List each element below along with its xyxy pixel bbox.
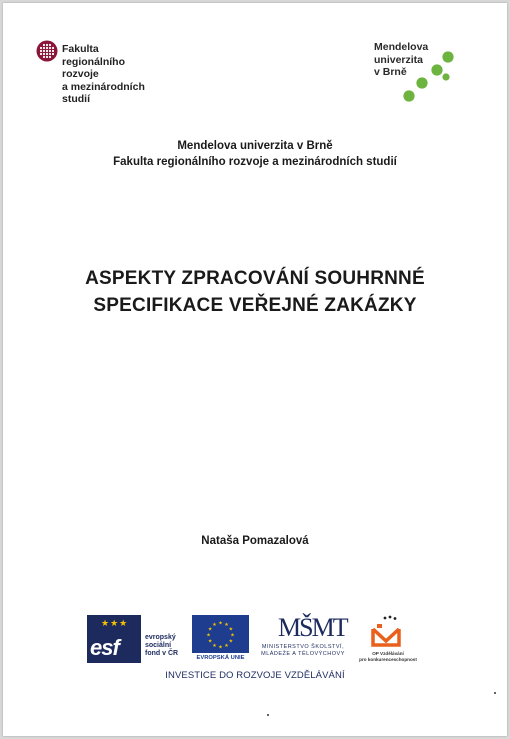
svg-text:★: ★ [207,638,213,645]
cover-page [3,3,507,736]
faculty-name-line: Fakulta [62,43,99,55]
title-line: ASPEKTY ZPRACOVÁNÍ SOUHRNNÉ [85,268,425,289]
op-label [355,651,421,663]
university-name-line: v Brně [374,66,407,78]
university-line: Mendelova univerzita v Brně [177,140,333,152]
faculty-name-line: studií [62,93,90,105]
document-title [3,265,507,319]
svg-text:★: ★ [228,638,234,645]
esf-label [145,634,178,658]
esf-label-line: sociální [145,642,172,649]
esf-logo [87,615,187,665]
scan-speck [267,714,269,716]
title-line: SPECIFIKACE VEŘEJNÉ ZAKÁZKY [93,295,417,316]
esf-label-line: evropský [145,634,176,641]
esf-label-line: fond v ČR [145,650,179,657]
faculty-name-line: a mezinárodních [62,80,145,93]
faculty-logo [36,40,166,112]
op-emblem-icon [369,615,407,649]
svg-text:★: ★ [224,642,229,649]
msmt-mark: MŠMT [278,613,347,642]
eu-stars-icon [192,615,249,653]
faculty-emblem-icon [36,40,58,62]
eu-label: EVROPSKÁ UNIE [196,655,245,661]
author-name: Nataša Pomazalová [201,535,309,547]
svg-text:★: ★ [218,620,223,627]
msmt-label [253,644,353,658]
svg-text:★: ★ [212,642,217,649]
svg-text:★: ★ [228,626,234,633]
msmt-label-line: MINISTERSTVO ŠKOLSTVÍ, [261,644,345,650]
university-name-line: univerzita [374,53,424,66]
faculty-line: Fakulta regionálního rozvoje a mezinárodních studií [113,156,397,168]
university-name-line: Mendelova [374,41,429,53]
green-dots-icon [399,49,459,105]
svg-text:★: ★ [218,644,223,651]
svg-text:★: ★ [206,632,211,639]
op-label-line: pro konkurenceschopnost [359,657,417,662]
svg-text:★: ★ [212,622,217,629]
eu-logo [192,615,249,665]
svg-text:★: ★ [224,622,229,629]
institution-heading [3,138,507,170]
faculty-name [62,43,145,106]
msmt-label-line: MLÁDEŽE A TĚLOVÝCHOVY [261,651,345,657]
investment-slogan: INVESTICE DO ROZVOJE VZDĚLÁVÁNÍ [165,670,345,681]
eu-flag [192,615,249,653]
svg-text:★: ★ [207,626,213,633]
scan-speck [494,692,496,694]
esf-stars-icon: ★★★ [101,618,129,628]
university-logo [374,41,464,105]
op-logo [355,615,421,665]
msmt-logo [253,613,353,665]
esf-word: esf [90,635,119,660]
svg-text:★: ★ [230,632,235,639]
faculty-name-line: rozvoje [62,68,99,80]
op-label-line: OP Vzdělávání [372,651,404,656]
esf-block [87,615,141,663]
faculty-name-line: regionálního [62,55,125,68]
